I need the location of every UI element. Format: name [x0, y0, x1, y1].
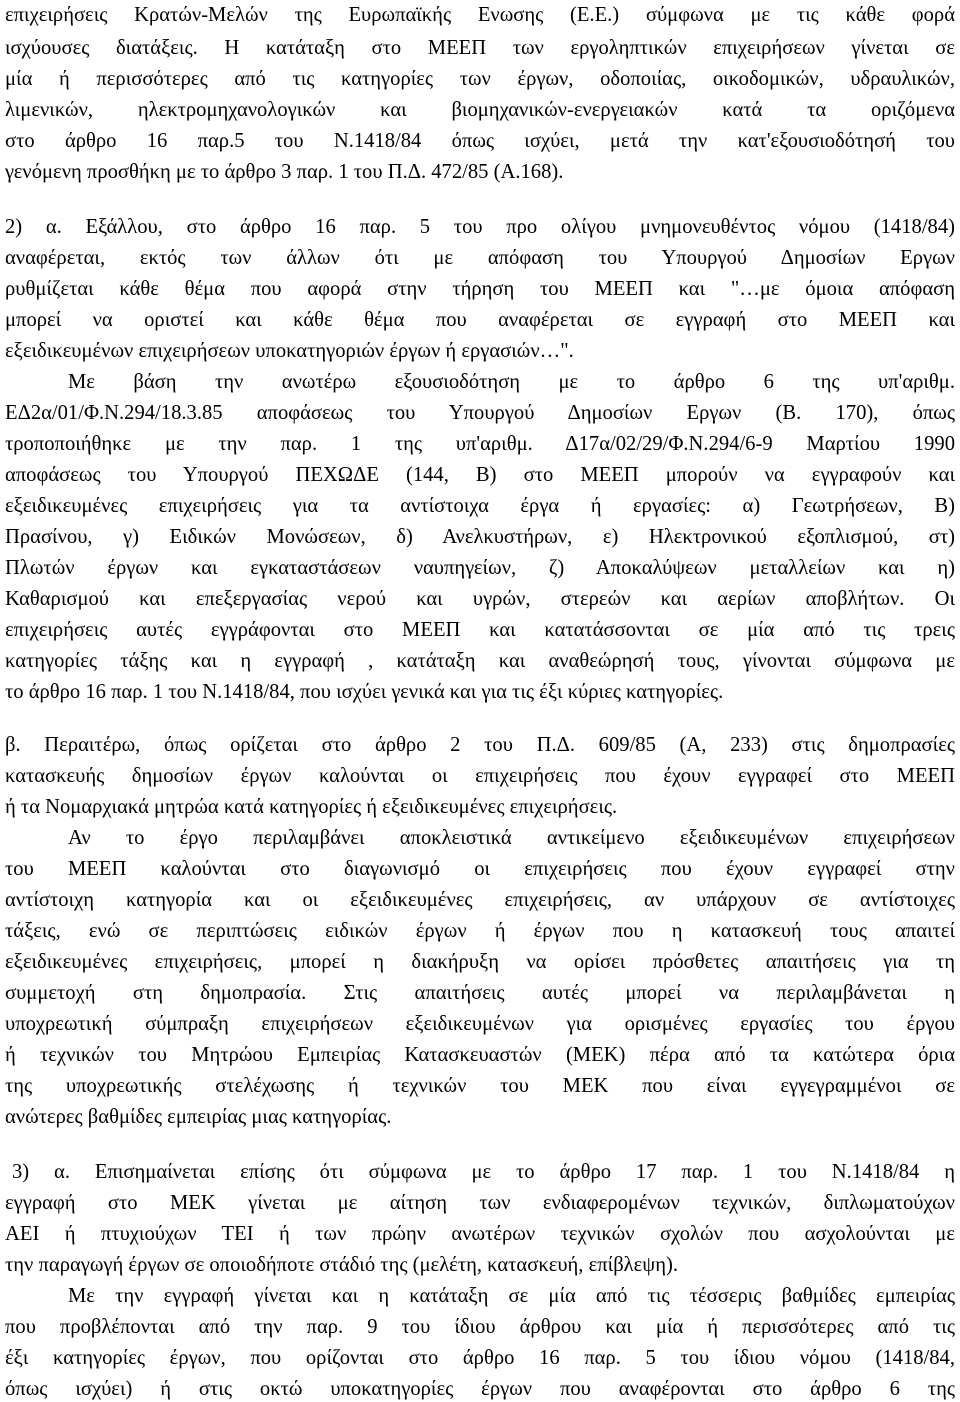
text-line: 2) α. Εξάλλου, στο άρθρο 16 παρ. 5 του προ ολίγου μνημονευθέντος νόμου (1418/84) [5, 216, 955, 238]
text-line: όπως ισχύει) ή στις οκτώ υποκατηγορίες έργων που αναφέρονται στο άρθρο 6 της [5, 1378, 955, 1400]
text-line: 3) α. Επισημαίνεται επίσης ότι σύμφωνα με το άρθρο 17 παρ. 1 του Ν.1418/84 η [12, 1161, 955, 1183]
text-line: ή τεχνικών του Μητρώου Εμπειρίας Κατασκευαστών (ΜΕΚ) πέρα από τα κατώτερα όρια [5, 1044, 955, 1066]
text-line: ρυθμίζεται κάθε θέμα που αφορά στην τήρηση του ΜΕΕΠ και "…με όμοια απόφαση [5, 278, 955, 300]
text-line: υποχρεωτική σύμπραξη επιχειρήσεων εξειδικευμένων για ορισμένες εργασίες του έργου [5, 1013, 955, 1035]
text-line: μία ή περισσότερες από τις κατηγορίες των έργων, οδοποιίας, οικοδομικών, υδραυλικών, [5, 68, 955, 90]
text-line: Αν το έργο περιλαμβάνει αποκλειστικά αντικείμενο εξειδικευμένων επιχειρήσεων [68, 827, 955, 849]
text-line: τάξεις, ενώ σε περιπτώσεις ειδικών έργων ή έργων που η κατασκευή τους απαιτεί [5, 920, 955, 942]
text-line: γενόμενη προσθήκη με το άρθρο 3 παρ. 1 του Π.Δ. 472/85 (Α.168). [5, 161, 564, 183]
text-line: ΑΕΙ ή πτυχιούχων ΤΕΙ ή των πρώην ανωτέρων τεχνικών σχολών που ασχολούνται με [5, 1223, 955, 1245]
text-line: της υποχρεωτικής στελέχωσης ή τεχνικών του ΜΕΚ που είναι εγγεγραμμένοι σε [5, 1075, 955, 1097]
text-line: ΕΔ2α/01/Φ.Ν.294/18.3.85 αποφάσεως του Υπουργού Δημοσίων Εργων (Β. 170), όπως [5, 402, 955, 424]
text-line: λιμενικών, ηλεκτρομηχανολογικών και βιομηχανικών-ενεργειακών κατά τα οριζόμενα [5, 99, 955, 121]
text-line: β. Περαιτέρω, όπως ορίζεται στο άρθρο 2 του Π.Δ. 609/85 (Α, 233) στις δημοπρασίες [5, 734, 955, 756]
text-line: στο άρθρο 16 παρ.5 του Ν.1418/84 όπως ισχύει, μετά την κατ'εξουσιοδότησή του [5, 130, 955, 152]
text-line: εξειδικευμένες επιχειρήσεις, μπορεί η διακήρυξη να ορίσει πρόσθετες απαιτήσεις για τη [5, 951, 955, 973]
text-line: αντίστοιχη κατηγορία και οι εξειδικευμένες επιχειρήσεις, αν υπάρχουν σε αντίστοιχες [5, 889, 955, 911]
text-line: κατασκευής δημοσίων έργων καλούνται οι επιχειρήσεις που έχουν εγγραφεί στο ΜΕΕΠ [5, 765, 955, 787]
text-line: την παραγωγή έργων σε οποιοδήποτε στάδιό της (μελέτη, κατασκευή, επίβλεψη). [5, 1254, 678, 1276]
text-line: έξι κατηγορίες έργων, που ορίζονται στο άρθρο 16 παρ. 5 του ίδιου νόμου (1418/84, [5, 1347, 955, 1369]
text-line: αναφέρεται, εκτός των άλλων ότι με απόφαση του Υπουργού Δημοσίων Εργων [5, 247, 955, 269]
text-line: το άρθρο 16 παρ. 1 του Ν.1418/84, που ισχύει γενικά και για τις έξι κύριες κατηγορίες. [5, 681, 724, 703]
text-line: που προβλέπονται από την παρ. 9 του ίδιου άρθρου και μία ή περισσότερες από τις [5, 1316, 955, 1338]
text-line: αποφάσεως του Υπουργού ΠΕΧΩΔΕ (144, Β) στο ΜΕΕΠ μπορούν να εγγραφούν και [5, 464, 955, 486]
text-line: μπορεί να οριστεί και κάθε θέμα που αναφέρεται σε εγγραφή στο ΜΕΕΠ και [5, 309, 955, 331]
text-line: τροποποιήθηκε με την παρ. 1 της υπ'αριθμ. Δ17α/02/29/Φ.Ν.294/6-9 Μαρτίου 1990 [5, 433, 955, 455]
text-line: ισχύουσες διατάξεις. Η κατάταξη στο ΜΕΕΠ των εργοληπτικών επιχειρήσεων γίνεται σε [5, 37, 955, 59]
text-line: Πρασίνου, γ) Ειδικών Μονώσεων, δ) Ανελκυστήρων, ε) Ηλεκτρονικού εξοπλισμού, στ) [5, 526, 955, 548]
text-line: επιχειρήσεις αυτές εγγράφονται στο ΜΕΕΠ και κατατάσσονται σε μία από τις τρεις [5, 619, 955, 641]
text-line: Πλωτών έργων και εγκαταστάσεων ναυπηγείων, ζ) Αποκαλύψεων μεταλλείων και η) [5, 557, 955, 579]
text-line: Καθαρισμού και επεξεργασίας νερού και υγρών, στερεών και αερίων αποβλήτων. Οι [5, 588, 955, 610]
text-line: εξειδικευμένες επιχειρήσεις για τα αντίστοιχα έργα ή εργασίες: α) Γεωτρήσεων, Β) [5, 495, 955, 517]
text-line: Με βάση την ανωτέρω εξουσιοδότηση με το άρθρο 6 της υπ'αριθμ. [68, 371, 955, 393]
text-line: εξειδικευμένων επιχειρήσεων υποκατηγοριών έργων ή εργασιών…". [5, 340, 574, 362]
text-line: συμμετοχή στη δημοπρασία. Στις απαιτήσεις αυτές μπορεί να περιλαμβάνεται η [5, 982, 955, 1004]
text-line: ή τα Νομαρχιακά μητρώα κατά κατηγορίες ή εξειδικευμένες επιχειρήσεις. [5, 796, 618, 818]
text-line: του ΜΕΕΠ καλούνται στο διαγωνισμό οι επιχειρήσεις που έχουν εγγραφεί στην [5, 858, 955, 880]
text-line: εγγραφή στο ΜΕΚ γίνεται με αίτηση των ενδιαφερομένων τεχνικών, διπλωματούχων [5, 1192, 955, 1214]
text-line: ανώτερες βαθμίδες εμπειρίας μιας κατηγορίας. [5, 1106, 392, 1128]
text-line: κατηγορίες τάξης και η εγγραφή , κατάταξη και αναθεώρησή τους, γίνονται σύμφωνα με [5, 650, 955, 672]
text-line: Με την εγγραφή γίνεται και η κατάταξη σε μία από τις τέσσερις βαθμίδες εμπειρίας [68, 1285, 955, 1307]
text-line: επιχειρήσεις Κρατών-Μελών της Ευρωπαϊκής Ενωσης (Ε.Ε.) σύμφωνα με τις κάθε φορά [5, 4, 955, 26]
